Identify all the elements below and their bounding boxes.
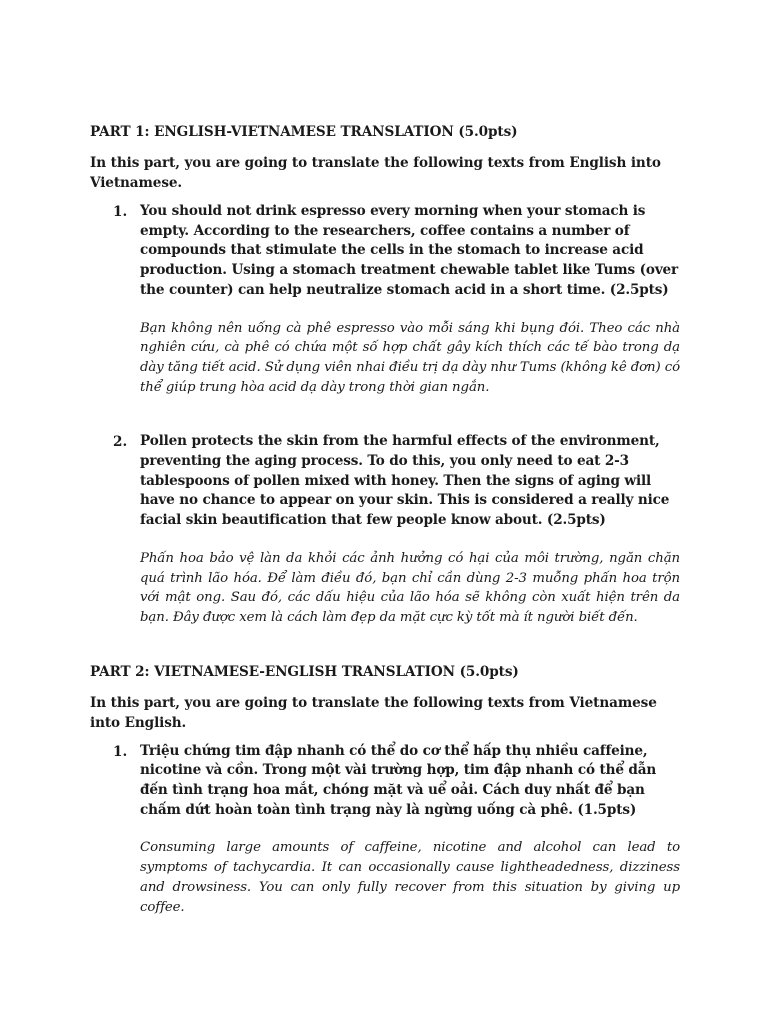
part-2-section <box>90 662 680 918</box>
part-1-heading: PART 1: ENGLISH-VIETNAMESE TRANSLATION (5.0pts) <box>90 124 518 140</box>
item-translation: Bạn không nên uống cà phê espresso vào mỗi sáng khi bụng đói. Theo các nhà nghiên cứu, cà phê có chứa một số hợp chất gây kích thích các tế bào trong dạ dày tăng tiết acid. Sử dụng viên nhai điều trị dạ dày như Tums (không kê đơn) có thể giúp trung hòa acid dạ dày trong thời gian ngắn. <box>140 320 680 395</box>
part-1-intro: In this part, you are going to translate the following texts from English into Vietnamese. <box>90 155 661 191</box>
item-number: 2. <box>113 434 128 451</box>
part-1-section <box>90 122 680 628</box>
item-source-text: Pollen protects the skin from the harmful effects of the environment, preventing the aging process. To do this, you only need to eat 2-3 tablespoons of pollen mixed with honey. Then the signs of aging will have no chance to appear on your skin. This is considered a really nice facial skin beautification that few people know about. (2.5pts) <box>140 433 670 529</box>
part-2-intro: In this part, you are going to translate the following texts from Vietnamese into English. <box>90 694 657 731</box>
item-translation: Consuming large amounts of caffeine, nicotine and alcohol can lead to symptoms of tachycardia. It can occasionally cause lightheadedness, dizziness and drowsiness. You can only fully recover from this situation by giving up coffee. <box>140 840 680 915</box>
document-page <box>90 122 680 917</box>
part-2-heading: PART 2: VIETNAMESE-ENGLISH TRANSLATION (5.0pts) <box>90 663 519 680</box>
part-1-item-1 <box>90 202 680 397</box>
item-number: 1. <box>113 743 128 760</box>
item-source-text: Triệu chứng tim đập nhanh có thể do cơ thể hấp thụ nhiều caffeine, nicotine và cồn. Trong một vài trường hợp, tim đập nhanh có thể dẫn đến tình trạng hoa mắt, chóng mặt và uể oải. Cách duy nhất để bạn chấm dứt hoàn toàn tình trạng này là ngừng uống cà phê. (1.5pts) <box>140 742 657 818</box>
part-2-item-1 <box>90 742 680 918</box>
item-source-text: You should not drink espresso every morning when your stomach is empty. According to the researchers, coffee contains a number of compounds that stimulate the cells in the stomach to increase acid production. Using a stomach treatment chewable tablet like Tums (over the counter) can help neutralize stomach acid in a short time. (2.5pts) <box>140 203 679 298</box>
part-1-item-2 <box>90 432 680 627</box>
item-translation: Phấn hoa bảo vệ làn da khỏi các ảnh hưởng có hại của môi trường, ngăn chặn quá trình lão hóa. Để làm điều đó, bạn chỉ cần dùng 2-3 muỗng phấn hoa trộn với mật ong. Sau đó, các dấu hiệu của lão hóa sẽ không còn xuất hiện trên da bạn. Đây được xem là cách làm đẹp da mặt cực kỳ tốt mà ít người biết đến. <box>140 550 680 625</box>
item-number: 1. <box>113 204 128 220</box>
